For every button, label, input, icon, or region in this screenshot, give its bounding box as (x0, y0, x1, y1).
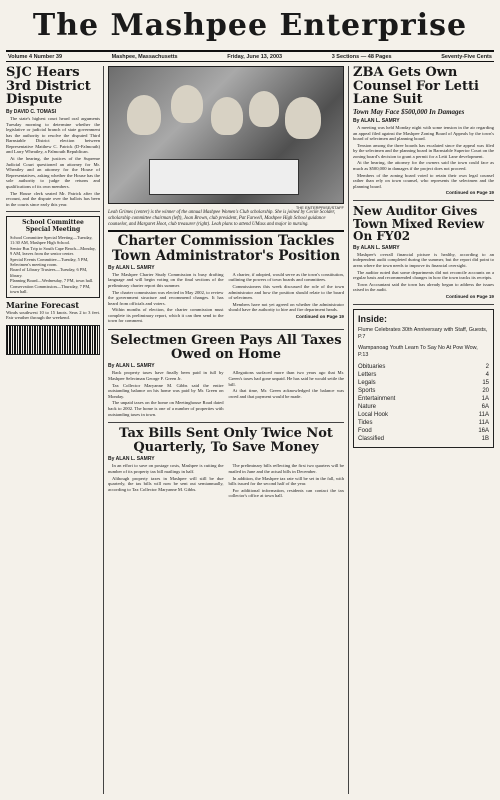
zba-deck: Town May Face $500,000 In Damages (353, 107, 465, 116)
inside-teaser[interactable]: Wampanoag Youth Learn To Say No At Pow Wow, P.13 (358, 344, 478, 358)
sjc-article-body (6, 116, 100, 208)
calendar-box (6, 216, 100, 298)
paragraph: Within months of election, the charter commission must complete its preliminary report, which it can then send to the town for comment. (108, 307, 224, 324)
inside-index-box (353, 309, 494, 448)
taxbills-headline[interactable]: Tax Bills Sent Only Twice Not Quarterly, To Save Money (119, 426, 333, 455)
person-figure (211, 97, 243, 135)
paragraph: Tax Collector Maryanne M. Gibbs said the entire outstanding balance on his home was paid by Mr. Green on Monday. (108, 382, 224, 399)
index-label: Food (358, 427, 372, 434)
paragraph: At the hearing, the justices of the Supreme Judicial Court questioned an attorney for Mr. Wheatley and an attorney for the House of Representatives, asking whether the House has the sole authority to judge the returns and qualifications of its own members. (6, 156, 100, 190)
paragraph: In an effort to save on postage costs, Mashpee is cutting the number of its property tax bill mailings in half. (108, 463, 224, 474)
zba-byline: By ALAN L. SAMRY (353, 117, 400, 124)
green-headline[interactable]: Selectmen Green Pays All Taxes Owed on Home (110, 333, 342, 362)
left-column (6, 66, 104, 794)
index-page: 11A (478, 419, 489, 426)
location: Mashpee, Massachusetts (111, 54, 178, 60)
continued-link[interactable]: Continued on Page 19 (445, 190, 494, 196)
paragraph: Members have not yet agreed on whether the administrator should have the authority to hire and fire department heads. (228, 301, 344, 313)
index-row[interactable] (358, 435, 489, 443)
marine-forecast-header: Marine Forecast (6, 300, 80, 311)
index-row[interactable] (358, 403, 489, 411)
paragraph: Mashpee's overall financial picture is healthy, according to an independent audit completed during the summer, but the report did point to areas where the town needs to improve its financial oversight. (353, 251, 494, 269)
list-item: Planning Board—Wednesday, 7 PM, town hall. (10, 278, 94, 284)
index-label: Nature (358, 403, 377, 410)
index-page: 20 (482, 387, 489, 394)
charter-headline[interactable]: Charter Commission Tackles Town Administrator's Position (108, 230, 344, 262)
middle-column (108, 66, 344, 794)
paragraph: Tension among the three boards has escalated since the appeal was filed by the selectmen and the planning board in Barnstable Superior Court on the zoning board's decision to grant a permit for a Letti Lane development. (353, 142, 494, 159)
price: Seventy-Five Cents (441, 54, 492, 60)
paragraph: For additional information, residents can contact the tax collector's office at town hall. (228, 487, 344, 499)
paragraph: In addition, the Mashpee tax rate will be set in the fall, with bills issued for the second half of the year. (228, 475, 344, 487)
right-column (348, 66, 494, 794)
divider (353, 200, 494, 201)
person-figure (285, 97, 321, 139)
index-page: 2 (485, 363, 489, 370)
index-page: 1B (481, 435, 489, 442)
index-label: Legals (358, 379, 376, 386)
paragraph: A meeting was held Monday night with some tension in the air regarding an appeal filed against the Mashpee Zoning Board of Appeals by the town's board of selectmen and planning board. (353, 124, 494, 142)
list-item: Special Events Committee—Tuesday, 5 PM, Selectmen's meeting room. (10, 256, 89, 268)
green-byline: By ALAN L. SAMRY (108, 363, 155, 370)
index-row[interactable] (358, 411, 489, 419)
paragraph: The auditor noted that some departments did not reconcile accounts on a regular basis and recommended changes in how the town tracks its receipts. (353, 269, 494, 281)
barcode-icon (6, 325, 100, 355)
paragraph: The House clerk seated Mr. Patrick after the recount, and the dispute over the ballots has been in the courts since early this year. (6, 190, 100, 207)
index-page: 11A (478, 411, 489, 418)
list-item: School Committee Special Meeting—Tuesday, 11:30 AM, Mashpee High School. (10, 235, 93, 246)
index-label: Entertainment (358, 395, 396, 402)
green-article-body (108, 370, 344, 418)
index-row[interactable] (358, 363, 489, 371)
divider (353, 304, 494, 305)
index-row[interactable] (358, 387, 489, 395)
paragraph: Town Accountant said the town has already begun to address the issues raised in the audit. (353, 281, 494, 293)
newspaper-title: The Mashpee Enterprise (32, 8, 468, 43)
calendar-listing (10, 235, 96, 294)
auditor-byline: By ALAN L. SAMRY (353, 244, 400, 251)
index-label: Sports (358, 387, 376, 394)
list-item: Conservation Commission—Thursday, 7 PM, town hall. (10, 283, 91, 295)
index-row[interactable] (358, 427, 489, 435)
index-page: 1A (481, 395, 489, 402)
auditor-article-body (353, 252, 494, 300)
issue-date: Friday, June 13, 2003 (227, 54, 283, 60)
zba-article-body (353, 125, 494, 196)
paragraph: A charter, if adopted, would serve as the town's constitution, outlining the powers of town boards and committees. (228, 271, 344, 283)
person-figure (127, 95, 161, 135)
masthead (6, 6, 494, 52)
newspaper-front-page (6, 6, 494, 794)
paragraph: Although property taxes in Mashpee will still be due quarterly, the tax bills will now be sent out semiannually, according to Tax Collector Maryanne M. Gibbs. (108, 475, 224, 492)
index-label: Tides (358, 419, 373, 426)
index-label: Obituaries (358, 363, 386, 370)
paragraph: Members of the zoning board voted to retain their own legal counsel rather than rely on town counsel, who represents the selectmen and the planning board. (353, 172, 494, 189)
divider (108, 422, 344, 423)
index-page: 16A (478, 427, 489, 434)
paragraph: Commissioners this week discussed the role of the town administrator and how the position should relate to the board of selectmen. (228, 283, 344, 301)
section-index-list (358, 363, 489, 443)
calendar-header: School Committee Special Meeting (22, 219, 84, 233)
sjc-byline: By DAVID C. TOMASI (6, 108, 57, 115)
person-figure (249, 91, 279, 127)
paragraph: Allegations surfaced more than two years ago that Mr. Green's taxes had gone unpaid. He has said he would settle the bill. (228, 370, 344, 387)
index-page: 15 (482, 379, 489, 386)
paragraph: The unpaid taxes on the home on Meetinghouse Road dated back to 2002. The home is one of a number of properties with outstanding taxes in town. (108, 400, 224, 417)
index-page: 6A (481, 403, 489, 410)
paragraph: At that time, Mr. Green acknowledged the balance was owed and that payment would be made. (228, 388, 344, 399)
photo-credit: THE ENTERPRISE/STAFF (295, 205, 344, 210)
section-count: 3 Sections — 48 Pages (331, 54, 392, 60)
issue-info-bar (6, 52, 494, 62)
auditor-headline[interactable]: New Auditor Gives Town Mixed Review On FY02 (353, 204, 485, 244)
marine-forecast (6, 301, 100, 355)
paragraph: The charter commission was elected in May 2002, to review the government structure and recommend changes. It has heard from officials and voters. (108, 289, 224, 306)
index-label: Letters (358, 371, 377, 378)
continued-link[interactable]: Continued on Page 19 (445, 293, 494, 299)
list-item: Senior Bus Trip to South Cape Beach—Monday, 9 AM, leaves from the senior center. (10, 245, 96, 257)
index-row[interactable] (358, 395, 489, 403)
taxbills-byline: By ALAN L. SAMRY (108, 456, 155, 463)
volume-number: Volume 4 Number 39 (8, 54, 62, 60)
index-row[interactable] (358, 419, 489, 427)
zba-headline[interactable]: ZBA Gets Own Counsel For Letti Lane Suit (353, 66, 479, 108)
photo-caption: Leah Grimes (center) is the winner of the annual Mashpee Women's Club scholarship. She is joined by Cecile Scolder, scholarship committee chairman (left), Joan Brown, club president, Pat Farwell, Mashpee High School guidance counselor, and Margaret Hoot, club treasurer (right). Leah plans to attend UMass and major in nursing. (108, 210, 336, 227)
inside-teaser[interactable]: Flume Celebrates 30th Anniversary with Staff, Guests, P.7 (358, 326, 488, 340)
paragraph: Back property taxes have finally been paid in full by Mashpee Selectman George F. Green Jr. (108, 370, 224, 381)
index-row[interactable] (358, 379, 489, 387)
front-page-photo (108, 66, 344, 204)
index-label: Classified (358, 435, 385, 442)
index-row[interactable] (358, 371, 489, 379)
marine-forecast-text: Winds southwest 10 to 15 knots. Seas 2 to 3 feet. Fair weather through the weekend. (6, 309, 100, 321)
list-item: Board of Library Trustees—Tuesday, 6 PM, library. (10, 267, 88, 278)
person-figure (171, 85, 203, 123)
charter-byline: By ALAN L. SAMRY (108, 264, 155, 271)
inside-title: Inside: (358, 313, 388, 324)
divider (108, 329, 344, 330)
continued-link[interactable]: Continued on Page 19 (295, 313, 344, 319)
charter-article-body (108, 272, 344, 325)
poster-board (149, 159, 299, 195)
divider (6, 211, 100, 212)
index-label: Local Hook (358, 411, 389, 418)
paragraph: The Mashpee Charter Study Commission is busy drafting language and will begin voting on the final sections of the preliminary charter report this summer. (108, 271, 224, 288)
paragraph: The state's highest court heard oral arguments Tuesday morning to determine whether the legislative or judicial branch of state government has the authority to resolve the disputed Third Barnstable District election between Representative Matthew C. Patrick (D-Falmouth) and Larry Wheatley, a Falmouth Republican. (6, 115, 100, 155)
paragraph: At the hearing, the attorney for the owners said the town could face as much as $500,000 in damages if the project does not proceed. (353, 160, 494, 172)
paragraph: The preliminary bills reflecting the first two quarters will be mailed in June and the actual bills in December. (228, 463, 344, 474)
taxbills-article-body (108, 463, 344, 500)
sjc-headline[interactable]: SJC Hears 3rd District Dispute (6, 66, 91, 108)
index-page: 4 (485, 371, 489, 378)
